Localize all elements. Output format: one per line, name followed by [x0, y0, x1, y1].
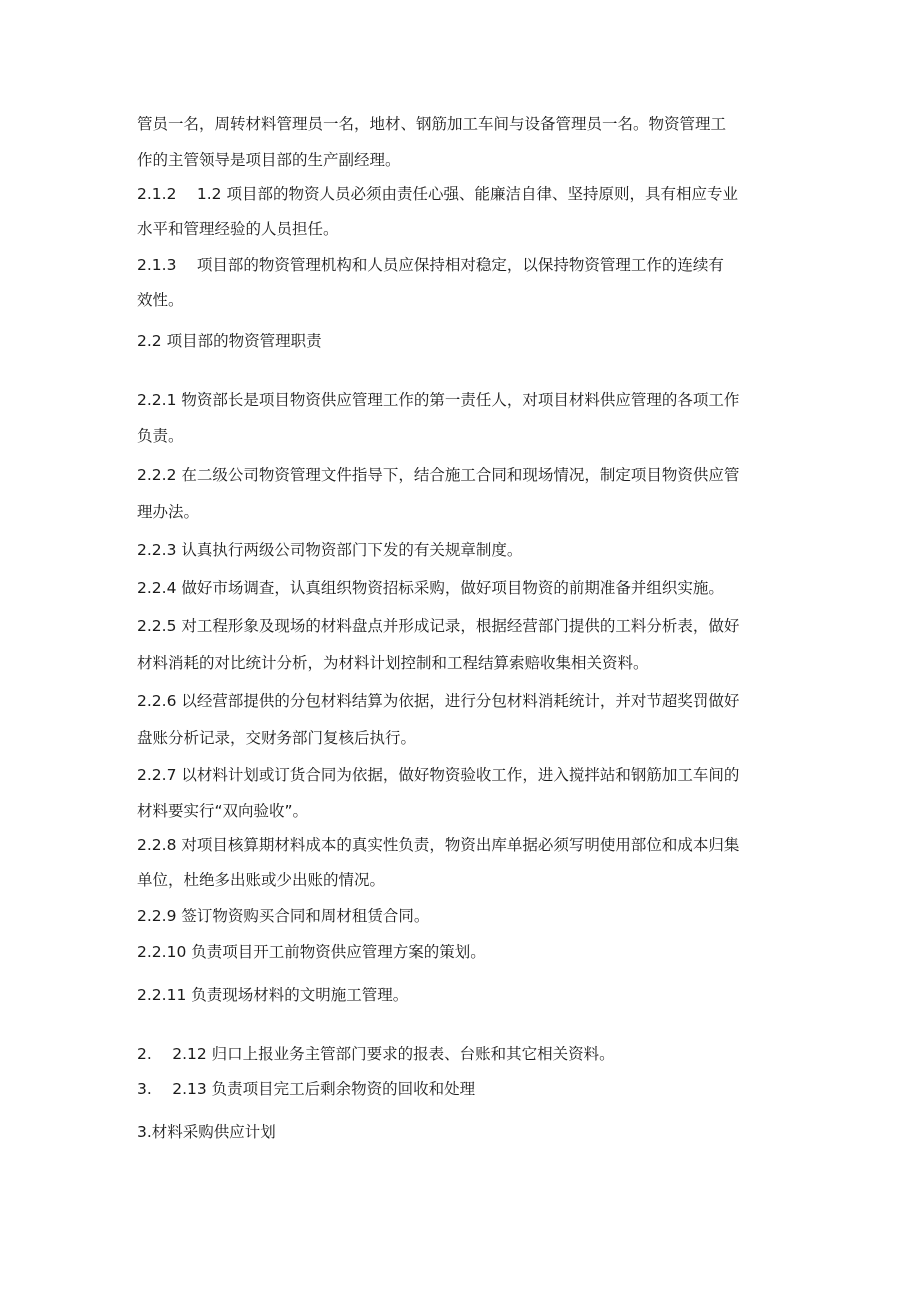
text-line: 2.2.11 负责现场材料的文明施工管理。	[137, 986, 409, 1004]
text-line: 2.2.2 在二级公司物资管理文件指导下，结合施工合同和现场情况，制定项目物资供应管	[137, 466, 740, 484]
section-heading: 3.材料采购供应计划	[137, 1123, 276, 1141]
text-line: 2.1.3 项目部的物资管理机构和人员应保持相对稳定，以保持物资管理工作的连续有	[137, 256, 724, 274]
text-line: 2.1.2 1.2 项目部的物资人员必须由责任心强、能廉洁自律、坚持原则，具有相应专业	[137, 185, 738, 203]
text-line: 理办法。	[137, 503, 200, 521]
text-line: 2.2.6 以经营部提供的分包材料结算为依据，进行分包材料消耗统计，并对节超奖罚做好	[137, 692, 740, 710]
text-line: 盘账分析记录，交财务部门复核后执行。	[137, 729, 417, 747]
text-line: 效性。	[137, 291, 184, 309]
text-line: 水平和管理经验的人员担任。	[137, 220, 339, 238]
text-line: 3. 2.13 负责项目完工后剩余物资的回收和处理	[137, 1080, 476, 1098]
text-line: 材料要实行“双向验收”。	[137, 802, 309, 820]
text-line: 2.2.5 对工程形象及现场的材料盘点并形成记录，根据经营部门提供的工料分析表，做好	[137, 617, 740, 635]
text-line: 2.2.1 物资部长是项目物资供应管理工作的第一责任人，对项目材料供应管理的各项工作	[137, 391, 740, 409]
text-line: 管员一名，周转材料管理员一名，地材、钢筋加工车间与设备管理员一名。物资管理工	[137, 115, 727, 133]
text-line: 2.2.4 做好市场调查，认真组织物资招标采购，做好项目物资的前期准备并组织实施。	[137, 579, 724, 597]
section-heading: 2.2 项目部的物资管理职责	[137, 332, 322, 350]
text-line: 2.2.10 负责项目开工前物资供应管理方案的策划。	[137, 943, 486, 961]
text-line: 2.2.9 签订物资购买合同和周材租赁合同。	[137, 907, 430, 925]
text-line: 2.2.3 认真执行两级公司物资部门下发的有关规章制度。	[137, 541, 523, 559]
text-line: 作的主管领导是项目部的生产副经理。	[137, 151, 401, 169]
text-line: 2.2.7 以材料计划或订货合同为依据，做好物资验收工作，进入搅拌站和钢筋加工车间的	[137, 766, 740, 784]
text-line: 2. 2.12 归口上报业务主管部门要求的报表、台账和其它相关资料。	[137, 1045, 615, 1063]
text-line: 负责。	[137, 427, 184, 445]
text-line: 2.2.8 对项目核算期材料成本的真实性负责，物资出库单据必须写明使用部位和成本归集	[137, 836, 740, 854]
text-line: 材料消耗的对比统计分析，为材料计划控制和工程结算索赔收集相关资料。	[137, 654, 649, 672]
text-line: 单位，杜绝多出账或少出账的情况。	[137, 871, 386, 889]
